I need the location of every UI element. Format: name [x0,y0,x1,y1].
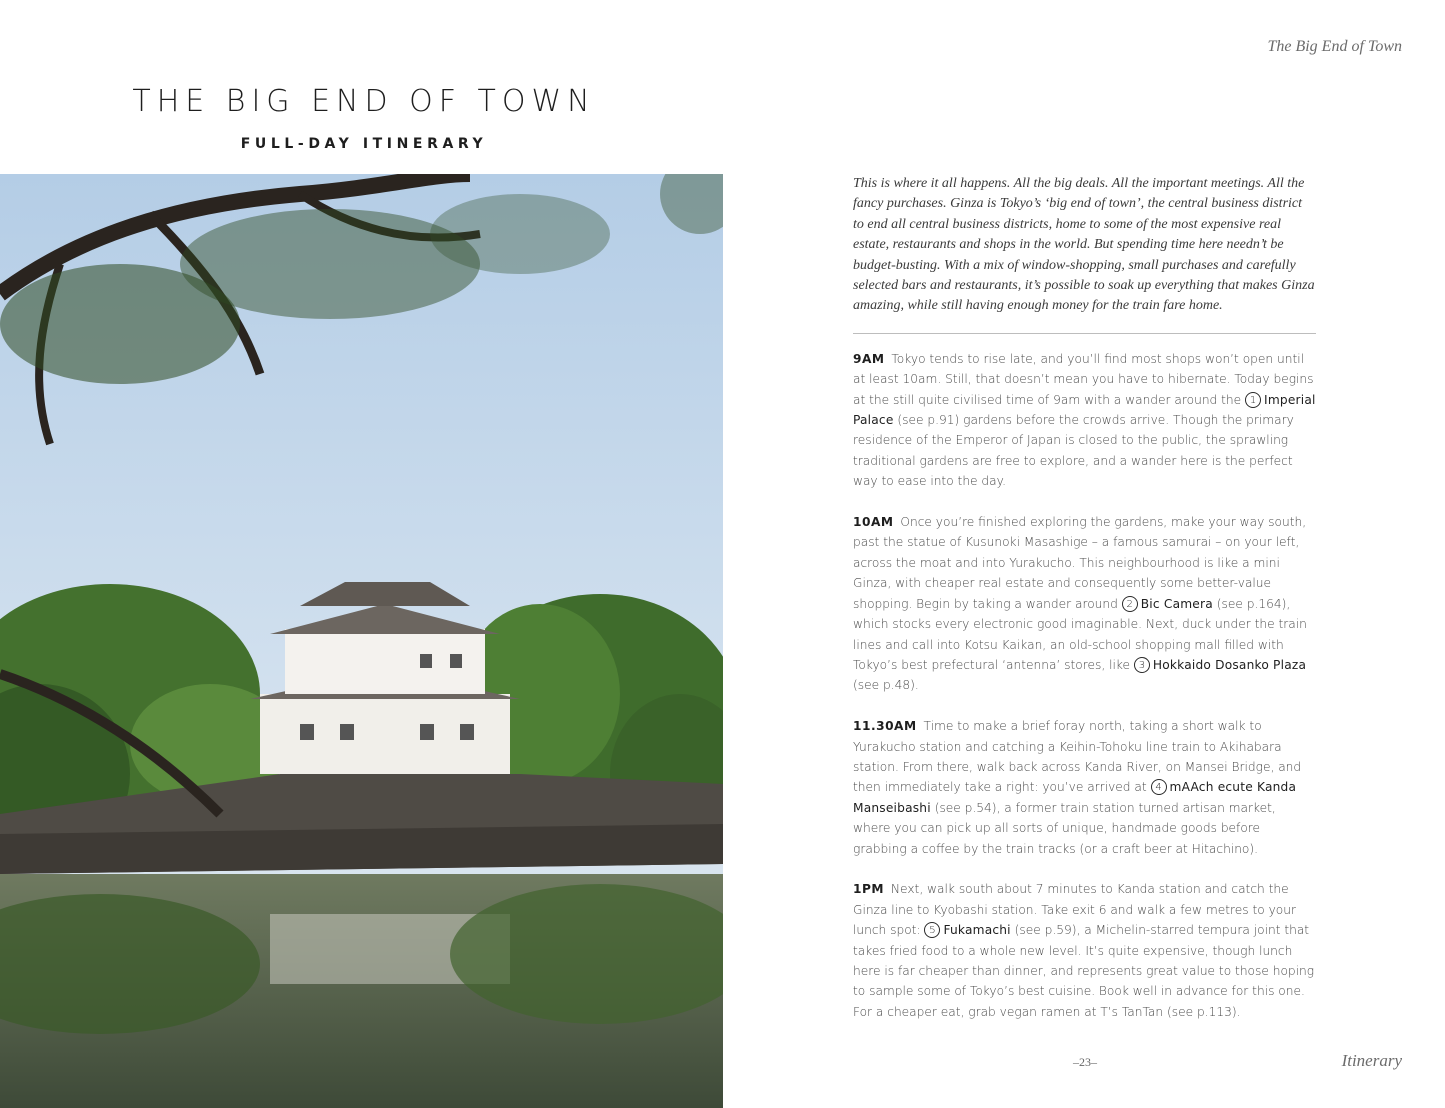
entry-text: (see p.164), which stocks every electronic good imaginable. Next, duck under the train lines and call into Kotsu Kaikan, an old-school shopping mall filled with Tokyo’s best prefectural ‘antenna’ stores, like [853,596,1307,672]
location-number-badge: 3 [1134,657,1150,673]
divider-rule [853,333,1316,334]
castle-keep-photo [0,174,723,1108]
location-number-badge: 1 [1245,392,1261,408]
place-name: Bic Camera [1140,596,1213,611]
location-number-badge: 2 [1122,596,1138,612]
running-header: The Big End of Town [1267,38,1402,55]
entry-text: (see p.59), a Michelin-starred tempura joint that takes fried food to a whole new level. It’s quite expensive, though lunch here is far cheaper than dinner, and represents great value to those hoping to sample some of Tokyo’s best cuisine. Book well in advance for this one. For a cheaper eat, grab vegan ramen at T’s TanTan (see p.113). [853,923,1315,1019]
location-number-badge: 4 [1151,779,1167,795]
title-block [0,84,728,152]
entry-text: (see p.91) gardens before the crowds arrive. Though the primary residence of the Emperor of Japan is closed to the public, the sprawling traditional gardens are free to explore, and a wander here is the perfect way to ease into the day. [853,413,1294,489]
place-name: Hokkaido Dosanko Plaza [1152,657,1307,672]
page-title: THE BIG END OF TOWN [132,84,596,119]
itinerary-entry-10am [853,512,1316,696]
location-number-badge: 5 [924,922,940,938]
entry-text: Time to make a brief foray north, taking a short walk to Yurakucho station and catching a Keihin-Tohoku line train to Akihabara station. From there, walk back across Kanda River, on Mansei Bridge, and then immediately take a right: you’ve arrived at [853,719,1302,795]
entry-text: Once you’re finished exploring the gardens, make your way south, past the statue of Kusunoki Masashige – a famous samurai – on your left, across the moat and into Yurakucho. This neighbourhood is like a mini Ginza, with cheaper real estate and consequently some better-value shopping. Begin by taking a wander around [853,515,1307,611]
running-footer: Itinerary [1341,1051,1402,1070]
itinerary-entry-1pm [853,879,1316,1022]
place-name: Fukamachi [943,923,1011,938]
entry-text: Tokyo tends to rise late, and you’ll find most shops won’t open until at least 10am. Still, that doesn’t mean you have to hibernate. Today begins at the still quite civilised time of 9am with a wander around the [853,351,1314,407]
entry-time: 10AM [853,515,894,530]
intro-paragraph: This is where it all happens. All the big deals. All the important meetings. All the fancy purchases. Ginza is Tokyo’s ‘big end of town’, the central business district to end all central business districts, home to some of the most expensive real estate, restaurants and shops in the world. But spending time here needn’t be budget-busting. With a mix of window-shopping, small purchases and carefully selected bars and restaurants, it’s possible to soak up everything that makes Ginza amazing, while still having enough money for the train fare home. [853,176,1315,314]
entry-time: 9AM [853,351,885,366]
page-subtitle: FULL-DAY ITINERARY [240,136,488,152]
entry-text: (see p.48). [853,678,919,693]
article-text [853,174,1316,1043]
place-name: Imperial Palace [853,392,1316,428]
entry-text: (see p.54), a former train station turned artisan market, where you can pick up all sorts of unique, handmade goods before grabbing a coffee by the train tracks (or a craft beer at Hitachino). [853,800,1276,856]
entry-time: 1PM [853,882,885,897]
page-number: –23– [1073,1055,1097,1069]
place-name: mAAch ecute Kanda Manseibashi [853,780,1297,815]
entry-time: 11.30AM [853,719,917,734]
itinerary-entry-9am [853,349,1316,492]
itinerary-entry-1130am [853,716,1316,859]
entry-text: Next, walk south about 7 minutes to Kanda station and catch the Ginza line to Kyobashi station. Take exit 6 and walk a few metres to your lunch spot: [853,882,1296,938]
